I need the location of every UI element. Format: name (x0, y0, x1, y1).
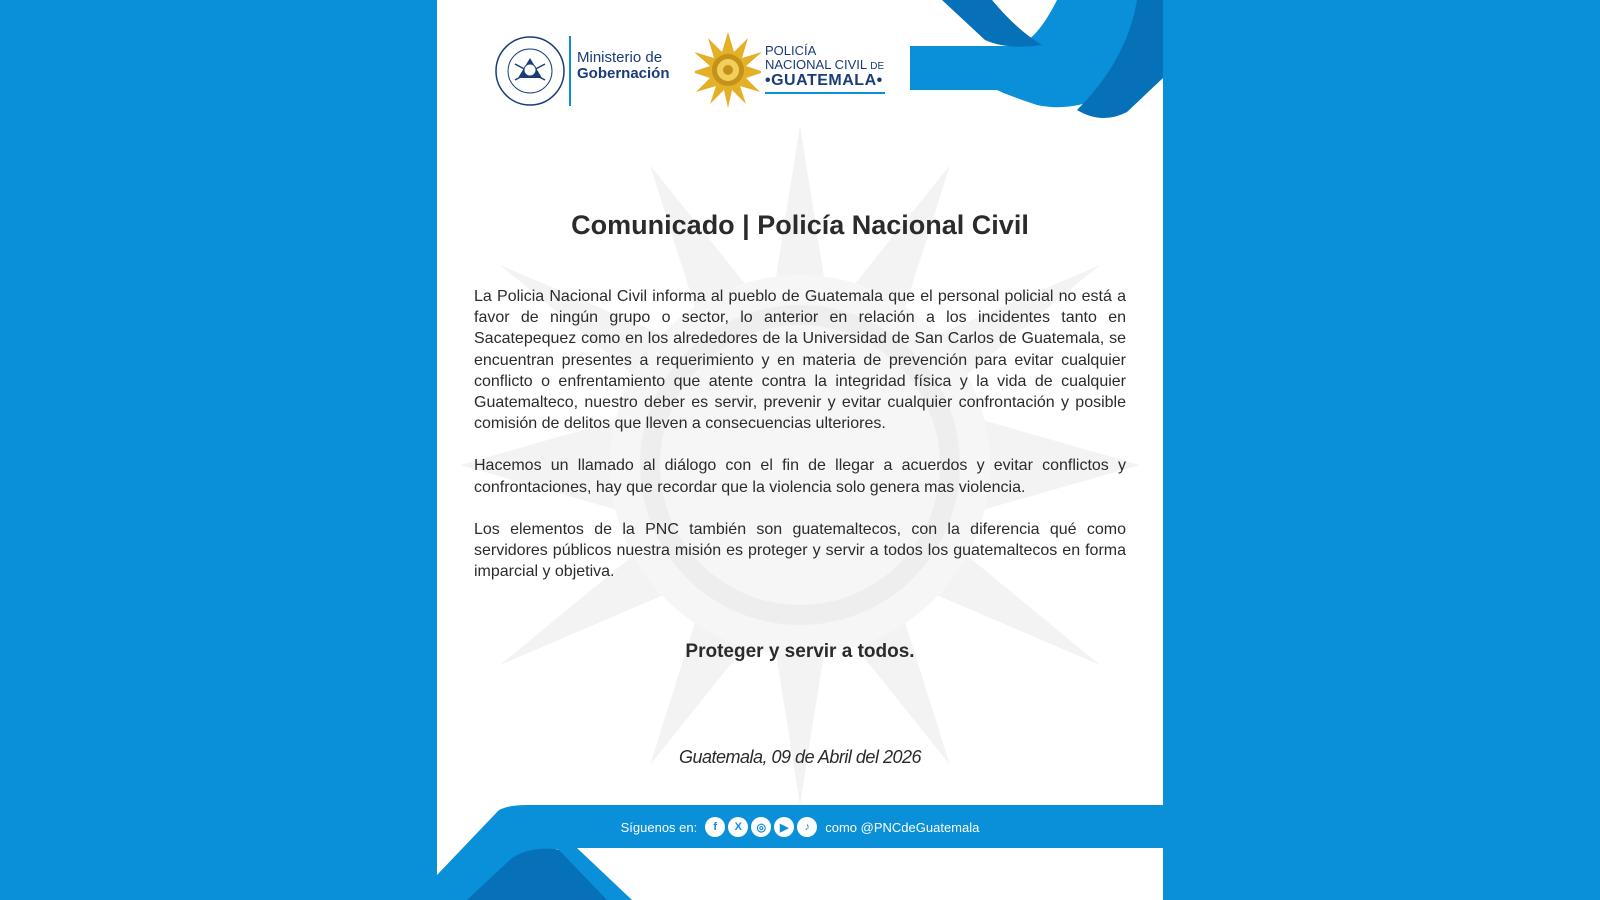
pnc-line1: POLICÍA (765, 43, 817, 58)
pnc-name (765, 44, 885, 94)
follow-label: Síguenos en: (620, 819, 698, 835)
instagram-icon[interactable]: ◎ (751, 817, 771, 837)
ministerio-gobernacion-logo (493, 32, 683, 110)
paragraph-1: La Policia Nacional Civil informa al pueblo de Guatemala que el personal policial no está a favor de ningún grupo o sector, lo anterior en relación a los incidentes tanto en Sacatepequez como en los alrededores de la Universidad de San Carlos de Guatemala, se encuentran presentes a requerimiento y en materia de prevención para evitar cualquier conflicto o enfrentamiento que atente contra la integridad física y la vida de cualquier Guatemalteco, nuestro deber es servir, prevenir y evitar cualquier confrontación y posible comisión de delitos que lleven a consecuencias ulteriores. (474, 288, 1126, 433)
paragraph-2: Hacemos un llamado al diálogo con el fin de llegar a acuerdos y evitar conflictos y confrontaciones, hay que recordar que la violencia solo genera mas violencia. (474, 457, 1126, 496)
social-footer (437, 814, 1163, 840)
social-icons (705, 817, 817, 837)
youtube-icon[interactable]: ▶ (774, 817, 794, 837)
tiktok-icon[interactable]: ♪ (797, 817, 817, 837)
pnc-underline (765, 92, 885, 94)
document-body (474, 286, 1126, 603)
logo-divider (569, 36, 571, 106)
communique-document (437, 0, 1163, 900)
pnc-line3: •GUATEMALA• (765, 72, 883, 90)
paragraph-3: Los elementos de la PNC también son guatemaltecos, con la diferencia qué como servidores públicos nuestra misión es proteger y servir a todos los guatemaltecos en forma imparcial y objetiva. (474, 520, 1126, 581)
pnc-line2: NACIONAL CIVIL DE (765, 56, 885, 72)
ministry-line1: Ministerio de (577, 49, 663, 66)
document-title: Comunicado | Policía Nacional Civil (571, 210, 1029, 240)
pnc-logo (695, 30, 895, 112)
x-icon[interactable]: X (728, 817, 748, 837)
document-date: Guatemala, 09 de Abril del 2026 (678, 747, 921, 767)
guatemala-seal-icon (493, 34, 567, 108)
social-handle: como @PNCdeGuatemala (825, 819, 980, 835)
facebook-icon[interactable]: f (705, 817, 725, 837)
motto: Proteger y servir a todos. (685, 641, 915, 662)
ministry-name (577, 50, 670, 82)
pnc-badge-icon (695, 30, 761, 108)
ministry-line2: Gobernación (577, 64, 670, 82)
